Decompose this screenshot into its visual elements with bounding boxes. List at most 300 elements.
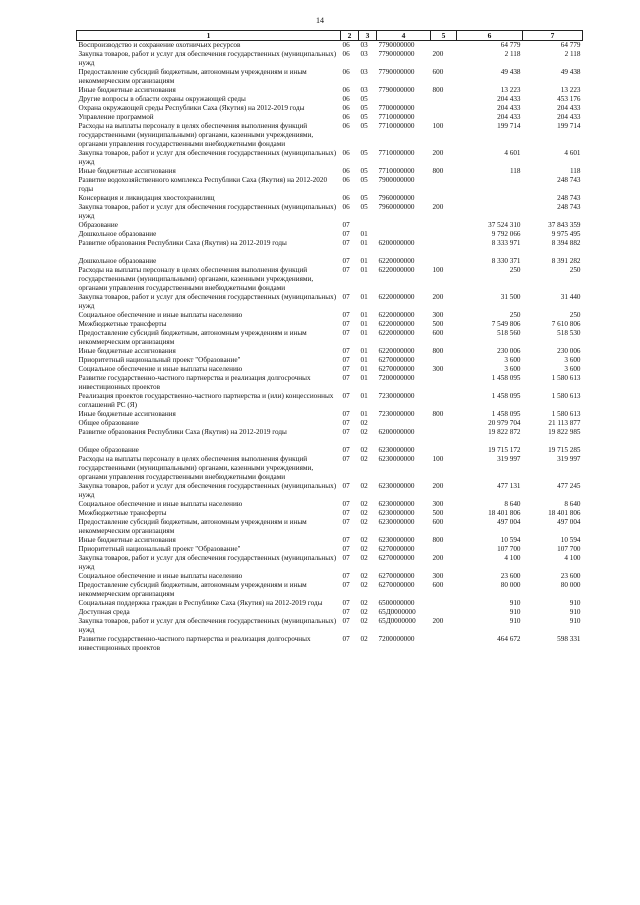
row-name: Дошкольное образование — [78, 257, 157, 265]
row-amount-year1: 199 714 — [497, 122, 521, 130]
row-section-code: 06 — [342, 95, 350, 103]
row-target-article-code: 6230000000 — [378, 500, 415, 508]
row-subsection-code: 01 — [360, 374, 368, 382]
row-section-code: 07 — [342, 239, 350, 247]
row-amount-year1: 19 822 872 — [488, 428, 521, 436]
row-section-code: 07 — [342, 365, 350, 373]
row-target-article-code: 7960000000 — [378, 203, 415, 211]
row-amount-year2: 37 843 359 — [548, 221, 581, 229]
row-section-code: 06 — [342, 113, 350, 121]
row-target-article-code: 7710000000 — [378, 167, 415, 175]
row-target-article-code: 7200000000 — [378, 374, 415, 382]
row-amount-year1: 518 560 — [497, 329, 521, 337]
row-expense-type-code: 200 — [432, 293, 444, 301]
row-subsection-code: 01 — [360, 356, 368, 364]
row-section-code: 06 — [342, 203, 350, 211]
table-row — [77, 509, 583, 518]
table-row — [77, 365, 583, 374]
table-row — [77, 329, 583, 347]
row-target-article-code: 7230000000 — [378, 392, 415, 400]
row-expense-type-code: 600 — [432, 68, 444, 76]
row-amount-year2: 23 600 — [560, 572, 581, 580]
table-row — [77, 68, 583, 86]
row-amount-year1: 4 100 — [504, 554, 521, 562]
table-row — [77, 599, 583, 608]
row-amount-year2: 910 — [569, 608, 581, 616]
row-expense-type-code: 300 — [432, 572, 444, 580]
table-row — [77, 311, 583, 320]
table-row — [77, 518, 583, 536]
row-expense-type-code: 800 — [432, 410, 444, 418]
row-amount-year1: 37 524 310 — [488, 221, 521, 229]
header-col-subsection: 3 — [359, 31, 377, 41]
row-name: Закупка товаров, работ и услуг для обеспечения государственных (муниципальных) нужд — [78, 554, 337, 571]
row-section-code: 07 — [342, 599, 350, 607]
row-amount-year2: 64 779 — [560, 41, 581, 49]
row-subsection-code: 02 — [360, 554, 368, 562]
row-name: Предоставление субсидий бюджетным, автономным учреждениям и иным некоммерческим организациям — [78, 329, 307, 346]
row-expense-type-code: 200 — [432, 617, 444, 625]
row-amount-year2: 518 530 — [557, 329, 581, 337]
row-amount-year1: 4 601 — [504, 149, 521, 157]
row-name: Межбюджетные трансферты — [78, 320, 167, 328]
row-expense-type-code: 600 — [432, 581, 444, 589]
row-expense-type-code — [431, 446, 457, 455]
row-amount-year2: 319 997 — [557, 455, 581, 463]
row-name: Социальная поддержка граждан в Республике Саха (Якутия) на 2012-2019 годы — [78, 599, 323, 607]
row-target-article-code: 7710000000 — [378, 149, 415, 157]
row-section-code: 06 — [342, 41, 350, 49]
spacer-cell — [77, 437, 583, 446]
row-section-code: 07 — [342, 455, 350, 463]
row-target-article-code: 7790000000 — [378, 68, 415, 76]
header-row — [77, 31, 583, 41]
row-amount-year1: 477 131 — [497, 482, 521, 490]
row-name: Иные бюджетные ассигнования — [78, 410, 176, 418]
row-expense-type-code: 500 — [432, 509, 444, 517]
row-amount-year2: 21 113 877 — [548, 419, 581, 427]
row-name: Развитие государственно-частного партнерства и реализация долгосрочных инвестиционных проектов — [78, 374, 311, 391]
row-amount-year1: 319 997 — [497, 455, 521, 463]
row-amount-year2: 18 401 806 — [548, 509, 581, 517]
row-amount-year1: 10 594 — [500, 536, 521, 544]
row-target-article-code: 6220000000 — [378, 329, 415, 337]
table-row — [77, 293, 583, 311]
row-amount-year2: 477 245 — [557, 482, 581, 490]
row-target-article-code: 6230000000 — [378, 455, 415, 463]
row-name: Иные бюджетные ассигнования — [78, 167, 176, 175]
row-amount-year1: 9 792 066 — [491, 230, 521, 238]
row-amount-year1: 80 000 — [500, 581, 521, 589]
row-section-code: 07 — [342, 320, 350, 328]
row-amount-year1: 250 — [509, 266, 521, 274]
row-expense-type-code: 800 — [432, 167, 444, 175]
row-expense-type-code — [431, 95, 457, 104]
row-target-article-code: 7790000000 — [378, 86, 415, 94]
row-amount-year1: 8 333 971 — [491, 239, 521, 247]
row-target-article-code: 6270000000 — [378, 545, 415, 553]
table-row — [77, 635, 583, 653]
row-amount-year1: 204 433 — [497, 104, 521, 112]
row-section-code: 07 — [342, 500, 350, 508]
row-name: Развитие образования Республики Саха (Якутия) на 2012-2019 годы — [78, 239, 287, 247]
row-amount-year2: 910 — [569, 599, 581, 607]
row-name: Иные бюджетные ассигнования — [78, 536, 176, 544]
row-amount-year2: 453 176 — [557, 95, 581, 103]
row-amount-year2: 4 100 — [564, 554, 581, 562]
row-subsection-code: 02 — [360, 545, 368, 553]
row-section-code: 07 — [342, 545, 350, 553]
row-expense-type-code — [431, 230, 457, 239]
row-name: Социальное обеспечение и иные выплаты населению — [78, 572, 243, 580]
row-amount-year2: 19 822 985 — [548, 428, 581, 436]
row-target-article-code: 6270000000 — [378, 581, 415, 589]
row-target-article-code: 65Д0000000 — [378, 608, 416, 616]
row-target-article-code: 6230000000 — [378, 518, 415, 526]
row-amount-year1: 2 118 — [504, 50, 521, 58]
page-number: 14 — [316, 16, 324, 25]
row-name: Межбюджетные трансферты — [78, 509, 167, 517]
table-body — [77, 41, 583, 654]
row-target-article-code: 7790000000 — [378, 41, 415, 49]
row-section-code: 07 — [342, 446, 350, 454]
table-row — [77, 176, 583, 194]
row-name: Образование — [78, 221, 118, 229]
row-section-code: 07 — [342, 374, 350, 382]
row-section-code: 07 — [342, 257, 350, 265]
row-amount-year2: 204 433 — [557, 104, 581, 112]
table-row — [77, 230, 583, 239]
table-row — [77, 455, 583, 482]
row-section-code: 07 — [342, 356, 350, 364]
table-row — [77, 86, 583, 95]
row-section-code: 07 — [342, 311, 350, 319]
table-row — [77, 356, 583, 365]
row-amount-year2: 49 438 — [560, 68, 581, 76]
row-amount-year1: 107 700 — [497, 545, 521, 553]
row-amount-year2: 248 743 — [557, 203, 581, 211]
header-col-target-article: 4 — [377, 31, 431, 41]
row-name: Предоставление субсидий бюджетным, автономным учреждениям и иным некоммерческим организациям — [78, 68, 307, 85]
row-subsection-code: 01 — [360, 311, 368, 319]
row-section-code: 06 — [342, 50, 350, 58]
row-subsection-code: 02 — [360, 482, 368, 490]
row-subsection-code: 01 — [360, 365, 368, 373]
row-expense-type-code — [431, 257, 457, 266]
row-amount-year2: 3 600 — [564, 356, 581, 364]
row-name: Развитие государственно-частного партнерства и реализация долгосрочных инвестиционных проектов — [78, 635, 311, 652]
row-target-article-code: 6230000000 — [378, 446, 415, 454]
table-row — [77, 266, 583, 293]
row-target-article-code: 6220000000 — [378, 266, 415, 274]
table-row — [77, 239, 583, 248]
header-col-expense-type: 5 — [431, 31, 457, 41]
row-amount-year1: 1 458 095 — [491, 374, 521, 382]
row-expense-type-code — [431, 176, 457, 194]
row-subsection-code: 01 — [360, 239, 368, 247]
row-section-code: 07 — [342, 536, 350, 544]
row-section-code: 06 — [342, 149, 350, 157]
row-subsection-code: 05 — [360, 149, 368, 157]
row-name: Приоритетный национальный проект "Образование" — [78, 545, 241, 553]
row-target-article-code: 7230000000 — [378, 410, 415, 418]
row-target-article-code — [377, 230, 431, 239]
row-section-code: 07 — [342, 230, 350, 238]
row-name: Управление программой — [78, 113, 154, 121]
row-expense-type-code: 300 — [432, 311, 444, 319]
row-target-article-code: 6220000000 — [378, 320, 415, 328]
row-subsection-code: 02 — [360, 500, 368, 508]
row-name: Иные бюджетные ассигнования — [78, 347, 176, 355]
table-row — [77, 347, 583, 356]
row-target-article-code: 6230000000 — [378, 482, 415, 490]
row-amount-year2: 1 580 613 — [551, 374, 581, 382]
row-amount-year2: 118 — [569, 167, 581, 175]
table-row — [77, 392, 583, 410]
row-name: Расходы на выплаты персоналу в целях обеспечения выполнения функций государственными (муниципальными) органами, казенными учреждениями, органами управления государственными внебюджетными фондами — [78, 455, 314, 481]
row-amount-year2: 8 394 882 — [551, 239, 581, 247]
row-subsection-code: 02 — [360, 446, 368, 454]
row-subsection-code: 05 — [360, 194, 368, 202]
row-subsection-code: 05 — [360, 203, 368, 211]
row-amount-year2: 1 580 613 — [551, 392, 581, 400]
row-section-code: 06 — [342, 86, 350, 94]
table-row — [77, 104, 583, 113]
row-subsection-code: 03 — [360, 41, 368, 49]
row-expense-type-code: 800 — [432, 86, 444, 94]
row-amount-year1 — [457, 203, 523, 221]
row-amount-year1 — [457, 194, 523, 203]
table-row — [77, 617, 583, 635]
row-amount-year2: 250 — [569, 311, 581, 319]
row-subsection-code: 02 — [360, 608, 368, 616]
table-row — [77, 257, 583, 266]
row-expense-type-code: 200 — [432, 50, 444, 58]
row-section-code: 07 — [342, 347, 350, 355]
row-section-code: 07 — [342, 608, 350, 616]
row-target-article-code: 6200000000 — [378, 428, 415, 436]
row-amount-year1: 204 433 — [497, 95, 521, 103]
row-section-code: 07 — [342, 617, 350, 625]
row-amount-year1: 49 438 — [500, 68, 521, 76]
row-amount-year1: 464 672 — [497, 635, 521, 643]
row-amount-year1: 7 549 806 — [491, 320, 521, 328]
row-subsection-code: 05 — [360, 167, 368, 175]
row-name: Развитие водохозяйственного комплекса Республики Саха (Якутия) на 2012-2020 годы — [78, 176, 328, 193]
row-amount-year1: 31 500 — [500, 293, 521, 301]
spacer-cell — [77, 248, 583, 257]
table-row — [77, 194, 583, 203]
row-name: Социальное обеспечение и иные выплаты населению — [78, 500, 243, 508]
row-expense-type-code — [431, 194, 457, 203]
row-amount-year1: 910 — [509, 617, 521, 625]
row-amount-year2: 8 640 — [564, 500, 581, 508]
row-amount-year1: 64 779 — [500, 41, 521, 49]
table-row — [77, 428, 583, 437]
table-row — [77, 320, 583, 329]
row-subsection-code: 01 — [360, 230, 368, 238]
row-amount-year2: 13 223 — [560, 86, 581, 94]
row-section-code: 07 — [342, 293, 350, 301]
row-target-article-code: 6220000000 — [378, 293, 415, 301]
row-section-code: 06 — [342, 122, 350, 130]
row-name: Консервация и ликвидация хвостохранилищ — [78, 194, 215, 202]
row-subsection-code: 05 — [360, 176, 368, 184]
row-section-code: 07 — [342, 410, 350, 418]
row-expense-type-code — [431, 428, 457, 437]
row-name: Приоритетный национальный проект "Образование" — [78, 356, 241, 364]
row-name: Закупка товаров, работ и услуг для обеспечения государственных (муниципальных) нужд — [78, 203, 337, 220]
row-expense-type-code: 100 — [432, 122, 444, 130]
row-amount-year1: 118 — [509, 167, 521, 175]
row-subsection-code: 03 — [360, 86, 368, 94]
row-target-article-code: 7710000000 — [378, 113, 415, 121]
row-section-code: 06 — [342, 194, 350, 202]
row-subsection-code: 03 — [360, 68, 368, 76]
row-name: Общее образование — [78, 446, 139, 454]
row-subsection-code: 01 — [360, 410, 368, 418]
header-col-section: 2 — [341, 31, 359, 41]
header-col-amount-year2: 7 — [523, 31, 583, 41]
row-amount-year2: 1 580 613 — [551, 410, 581, 418]
row-expense-type-code — [431, 239, 457, 248]
table-row — [77, 419, 583, 428]
row-amount-year2: 80 000 — [560, 581, 581, 589]
row-amount-year1: 204 433 — [497, 113, 521, 121]
row-amount-year1: 497 004 — [497, 518, 521, 526]
row-subsection-code: 02 — [360, 428, 368, 436]
row-amount-year2: 250 — [569, 266, 581, 274]
row-subsection-code: 01 — [360, 266, 368, 274]
row-amount-year1: 8 640 — [504, 500, 521, 508]
row-amount-year2: 248 743 — [557, 194, 581, 202]
row-section-code: 06 — [342, 68, 350, 76]
row-target-article-code — [377, 419, 431, 428]
table-header — [77, 31, 583, 41]
row-amount-year1: 1 458 095 — [491, 392, 521, 400]
row-name: Другие вопросы в области охраны окружающей среды — [78, 95, 246, 103]
table-row — [77, 41, 583, 51]
row-subsection-code: 02 — [360, 455, 368, 463]
row-section-code: 07 — [342, 482, 350, 490]
row-expense-type-code — [431, 356, 457, 365]
row-section-code: 06 — [342, 176, 350, 184]
row-amount-year1: 3 600 — [504, 356, 521, 364]
row-target-article-code: 6270000000 — [378, 554, 415, 562]
row-subsection-code: 01 — [360, 257, 368, 265]
row-target-article-code: 6220000000 — [378, 257, 415, 265]
row-section-code: 06 — [342, 167, 350, 175]
row-subsection-code: 05 — [360, 113, 368, 121]
row-section-code: 07 — [342, 221, 350, 229]
row-expense-type-code: 200 — [432, 149, 444, 157]
spacer-row — [77, 248, 583, 257]
row-name: Общее образование — [78, 419, 139, 427]
row-section-code: 06 — [342, 104, 350, 112]
row-expense-type-code — [431, 635, 457, 653]
row-target-article-code: 65Д0000000 — [378, 617, 416, 625]
table-row — [77, 113, 583, 122]
header-col-name: 1 — [77, 31, 341, 41]
row-subsection-code: 01 — [360, 293, 368, 301]
row-expense-type-code — [431, 392, 457, 410]
row-expense-type-code: 300 — [432, 500, 444, 508]
row-subsection-code: 01 — [360, 329, 368, 337]
row-amount-year1: 910 — [509, 608, 521, 616]
row-section-code: 07 — [342, 509, 350, 517]
row-amount-year2: 598 331 — [557, 635, 581, 643]
table-row — [77, 608, 583, 617]
row-amount-year2: 199 714 — [557, 122, 581, 130]
spacer-row — [77, 437, 583, 446]
table-row — [77, 95, 583, 104]
budget-table — [76, 30, 583, 653]
row-name: Закупка товаров, работ и услуг для обеспечения государственных (муниципальных) нужд — [78, 149, 337, 166]
row-section-code: 07 — [342, 518, 350, 526]
row-amount-year2: 248 743 — [557, 176, 581, 184]
row-amount-year2: 204 433 — [557, 113, 581, 121]
row-subsection-code: 05 — [360, 104, 368, 112]
row-subsection-code: 05 — [360, 95, 368, 103]
row-amount-year1: 250 — [509, 311, 521, 319]
table-row — [77, 122, 583, 149]
row-name: Предоставление субсидий бюджетным, автономным учреждениям и иным некоммерческим организациям — [78, 581, 307, 598]
row-amount-year1: 13 223 — [500, 86, 521, 94]
row-amount-year2: 8 391 282 — [551, 257, 581, 265]
row-subsection-code: 02 — [360, 581, 368, 589]
row-expense-type-code: 800 — [432, 347, 444, 355]
row-subsection-code: 01 — [360, 320, 368, 328]
table-row — [77, 410, 583, 419]
row-target-article-code: 6220000000 — [378, 311, 415, 319]
row-subsection-code: 05 — [360, 122, 368, 130]
table-row — [77, 149, 583, 167]
row-name: Социальное обеспечение и иные выплаты населению — [78, 365, 243, 373]
table-row — [77, 554, 583, 572]
row-expense-type-code — [431, 608, 457, 617]
row-name: Закупка товаров, работ и услуг для обеспечения государственных (муниципальных) нужд — [78, 617, 337, 634]
row-name: Охрана окружающей среды Республики Саха (Якутия) на 2012-2019 годы — [78, 104, 305, 112]
row-target-article-code: 7900000000 — [378, 176, 415, 184]
row-amount-year1: 230 006 — [497, 347, 521, 355]
row-subsection-code — [359, 221, 377, 230]
row-amount-year2: 2 118 — [564, 50, 581, 58]
row-target-article-code: 6270000000 — [378, 365, 415, 373]
table-row — [77, 500, 583, 509]
row-subsection-code: 01 — [360, 347, 368, 355]
row-subsection-code: 02 — [360, 635, 368, 643]
row-expense-type-code: 300 — [432, 365, 444, 373]
table-row — [77, 545, 583, 554]
row-expense-type-code: 200 — [432, 482, 444, 490]
row-name: Закупка товаров, работ и услуг для обеспечения государственных (муниципальных) нужд — [78, 482, 337, 499]
row-amount-year1 — [457, 176, 523, 194]
row-target-article-code: 6200000000 — [378, 239, 415, 247]
row-amount-year1: 18 401 806 — [488, 509, 521, 517]
row-target-article-code: 6500000000 — [378, 599, 415, 607]
row-target-article-code: 6270000000 — [378, 356, 415, 364]
table-row — [77, 203, 583, 221]
table-row — [77, 446, 583, 455]
row-expense-type-code: 600 — [432, 518, 444, 526]
row-amount-year2: 3 600 — [564, 365, 581, 373]
row-amount-year2: 10 594 — [560, 536, 581, 544]
row-subsection-code: 02 — [360, 419, 368, 427]
row-expense-type-code — [431, 41, 457, 51]
row-section-code: 07 — [342, 419, 350, 427]
row-subsection-code: 01 — [360, 392, 368, 400]
row-target-article-code: 6270000000 — [378, 572, 415, 580]
